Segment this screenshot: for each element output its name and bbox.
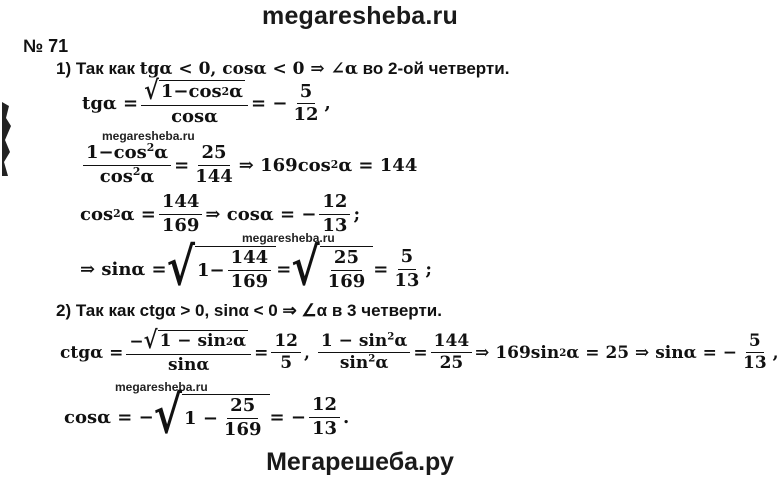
part1-heading: 1) Так как tgα < 0, cosα < 0 ⇒ ∠α во 2-ой четверти. [56,59,510,79]
problem-number: № 71 [23,36,69,56]
watermark: megaresheba.ru [102,129,195,143]
watermark: megaresheba.ru [115,380,208,394]
site-footer: Мегарешеба.ру [266,448,454,476]
part2-equation-ctg: ctgα = − √ 1 − sin 2 α sinα = $\frac{12}{5}$ , $\frac{1 - \sin^2\alpha}{\sin^2\alpha}$ = $\frac{144}{25}$ ⇒ 169sin 2 α = 25 ⇒ sinα = − $\frac{5}{13}$ , [60,326,779,375]
site-header: megaresheba.ru [262,2,458,30]
part1-equation-cos: cos 2 α = $\frac{144}{169}$ ⇒ cosα = − $\frac{12}{13}$ ; [80,191,361,236]
part2-equation-cos: cosα = − √ 1 − $\frac{25}{169}$ = − $\frac{12}{13}$ . [64,384,350,446]
part2-heading: 2) Так как ctgα > 0, sinα < 0 ⇒ ∠α в 3 четверти. [56,301,442,320]
part1-equation-tg: tgα = √ 1−cos 2 α cosα = − $\frac{5}{12}$ , [82,75,331,127]
scan-edge-mark [0,100,14,178]
watermark: megaresheba.ru [242,231,335,245]
part1-equation-ratio: $\frac{1-\cos^2\alpha}{\cos^2\alpha}$ = $\frac{25}{144}$ ⇒ 169cos 2 α = 144 [80,143,417,187]
part1-equation-sin: ⇒ sinα = √ 1− $\frac{144}{169}$ = √ $\frac{25}{169}$ = $\frac{5}{13}$ ; [80,236,433,298]
